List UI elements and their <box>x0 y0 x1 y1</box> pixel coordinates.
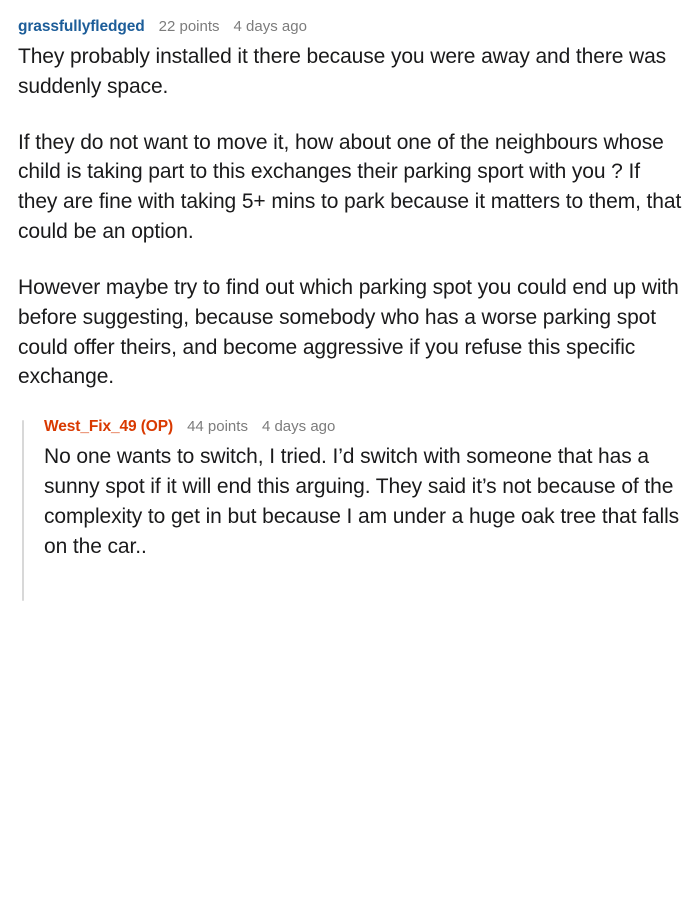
reply-paragraph: No one wants to switch, I tried. I’d switch with someone that has a sunny spot if it will end this arguing. They said it’s not because of the complexity to get in but because I am under a huge oak tree that falls on the car.. <box>44 445 680 558</box>
reply-timestamp: 4 days ago <box>261 418 336 436</box>
comment-paragraph: If they do not want to move it, how about one of the neighbours whose child is taking part to this exchanges their parking sport with you ? If they are fine with taking 5+ mins to park because it matters to them, that could be an option. <box>18 130 682 244</box>
reply-body <box>44 442 684 561</box>
comment-author[interactable]: grassfullyfledged <box>18 18 145 35</box>
comment-timestamp: 4 days ago <box>233 18 307 35</box>
comment-points: 22 points <box>158 18 220 35</box>
thread-collapse-line[interactable] <box>22 420 24 601</box>
comment-root <box>18 18 684 561</box>
reply-points: 44 points <box>187 418 248 436</box>
reply-header <box>44 418 684 436</box>
comment-header <box>18 18 684 36</box>
comment-reply <box>22 418 684 561</box>
reply-author[interactable]: West_Fix_49 (OP) <box>44 418 174 436</box>
comment-paragraph: They probably installed it there because you were away and there was suddenly space. <box>18 45 667 98</box>
comment-paragraph: However maybe try to find out which parking spot you could end up with before suggesting, because somebody who has a worse parking spot could offer theirs, and become aggressive if you refuse this specific exchange. <box>18 275 679 389</box>
comment-body <box>18 42 684 392</box>
